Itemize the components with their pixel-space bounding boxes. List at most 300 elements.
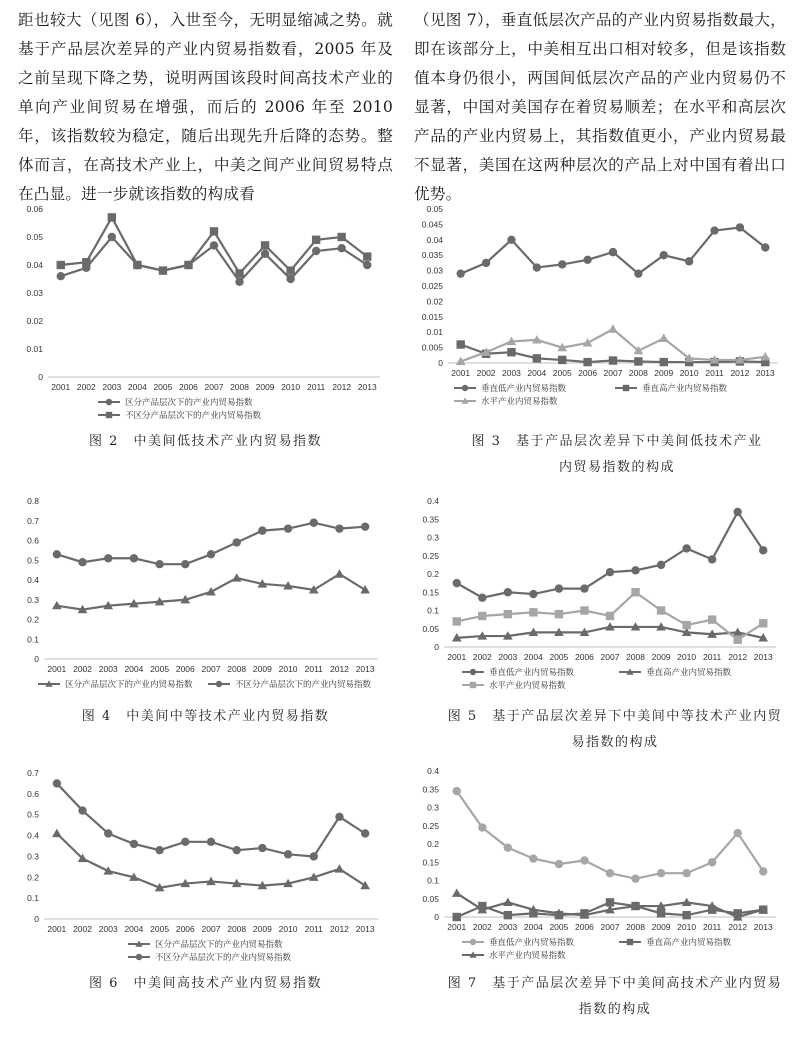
x-tick-label: 2011 [304, 924, 323, 934]
data-point [759, 546, 767, 554]
data-point [335, 524, 343, 532]
x-tick-label: 2010 [679, 368, 699, 378]
x-tick-label: 2002 [476, 368, 496, 378]
legend [462, 667, 732, 690]
data-point [52, 829, 62, 837]
y-tick-label: 0.06 [26, 204, 43, 214]
legend [454, 383, 728, 406]
data-point [609, 356, 617, 364]
x-tick-label: 2011 [705, 368, 724, 378]
x-tick-label: 2013 [753, 922, 773, 932]
x-tick-label: 2006 [179, 382, 198, 392]
data-point [363, 261, 371, 269]
x-tick-label: 2012 [728, 652, 748, 662]
figure-4-chart [18, 495, 388, 695]
y-tick-label: 0.1 [427, 875, 439, 886]
data-point [555, 860, 563, 868]
data-point [361, 829, 369, 837]
data-point [82, 258, 90, 266]
data-point [181, 560, 189, 568]
legend-label: 不区分产品层次下的产业内贸易指数 [155, 952, 292, 962]
data-point [207, 838, 215, 846]
x-tick-label: 2007 [204, 382, 224, 392]
x-tick-label: 2011 [703, 922, 722, 932]
data-point [736, 223, 744, 231]
x-tick-label: 2003 [498, 922, 518, 932]
left-column-paragraph: 距也较大（见图 6），入世至今，无明显缩减之势。就基于产品层次差异的产业内贸易指数看，2005 年及之前呈现下降之势，说明两国该段时间高技术产业的单向产业间贸易在增强，而后的 2006 年至 2010 年，该指数较为稳定，随后出现先升后降的态势。整体而言，在高技术产业上，中美之间产业间贸易特点在凸显。进一步就该指数的构成看 [18, 11, 393, 203]
data-point [507, 236, 515, 244]
x-tick-label: 2004 [124, 924, 144, 934]
y-tick-label: 0 [38, 372, 43, 382]
right-column-paragraph: （见图 7），垂直低层次产品的产业内贸易指数最大，即在该部分上，中美相互出口相对较多，但是该指数值本身仍很小，两国间低层次产品的产业内贸易仍不显著，中国对美国存在着贸易顺差；在水平和高层次产品的产业内贸易上，其指数值更小，产业内贸易最不显著，美国在这两种层次的产品上对中国有着出口优势。 [414, 11, 786, 203]
y-tick-label: 0.1 [27, 634, 39, 645]
data-point [555, 610, 563, 618]
x-tick-label: 2013 [357, 382, 377, 392]
legend-label: 水平产业内贸易指数 [489, 680, 566, 690]
data-point [533, 263, 541, 271]
data-point [631, 566, 639, 574]
figure-7-chart [414, 765, 786, 965]
x-tick-label: 2001 [47, 664, 67, 674]
figure-3-chart [414, 203, 786, 423]
y-tick-label: 0.35 [422, 514, 439, 525]
y-tick-label: 0.3 [27, 594, 39, 605]
legend-marker [216, 681, 222, 687]
y-tick-label: 0.4 [27, 830, 39, 841]
data-point [631, 588, 639, 596]
x-tick-label: 2013 [355, 664, 375, 674]
data-point [657, 909, 665, 917]
x-tick-label: 2007 [600, 922, 620, 932]
data-point [558, 260, 566, 268]
legend-marker [106, 412, 112, 418]
data-point [104, 554, 112, 562]
x-tick-label: 2006 [175, 924, 195, 934]
y-tick-label: 0.6 [27, 788, 39, 799]
legend-label: 区分产品层次下的产业内贸易指数 [65, 679, 193, 689]
y-tick-label: 0.02 [426, 296, 443, 307]
y-tick-label: 0.05 [422, 893, 439, 904]
x-tick-label: 2003 [498, 652, 518, 662]
data-point [258, 844, 266, 852]
y-tick-label: 0.05 [426, 204, 443, 214]
data-point [657, 606, 665, 614]
y-tick-label: 0.03 [26, 288, 43, 298]
series-1 [57, 233, 372, 286]
data-point [130, 840, 138, 848]
x-tick-label: 2007 [603, 368, 623, 378]
data-point [759, 867, 767, 875]
y-tick-label: 0.6 [27, 535, 39, 546]
x-tick-label: 2006 [175, 664, 195, 674]
y-tick-label: 0.005 [421, 342, 443, 353]
data-point [659, 334, 669, 342]
data-point [657, 869, 665, 877]
x-tick-label: 2005 [153, 382, 173, 392]
y-tick-label: 0.01 [26, 344, 43, 354]
data-point [210, 241, 218, 249]
data-point [284, 524, 292, 532]
y-tick-label: 0.3 [427, 802, 439, 813]
y-tick-label: 0.35 [422, 784, 439, 795]
data-point [759, 619, 767, 627]
x-tick-label: 2008 [227, 924, 247, 934]
y-tick-label: 0.4 [427, 496, 439, 506]
x-tick-label: 2003 [98, 924, 118, 934]
data-point [478, 594, 486, 602]
x-tick-label: 2013 [753, 652, 773, 662]
data-point [761, 243, 769, 251]
data-point [235, 278, 243, 286]
x-tick-label: 2012 [728, 922, 748, 932]
data-point [155, 846, 163, 854]
x-tick-label: 2004 [523, 652, 543, 662]
y-tick-label: 0.015 [421, 311, 443, 322]
x-tick-label: 2008 [227, 664, 247, 674]
x-tick-label: 2012 [730, 368, 750, 378]
x-tick-label: 2009 [252, 924, 272, 934]
series-line [457, 791, 763, 879]
x-tick-label: 2012 [330, 924, 349, 934]
legend-marker [470, 669, 476, 675]
data-point [507, 348, 515, 356]
x-tick-label: 2004 [127, 382, 147, 392]
y-tick-label: 0.7 [27, 768, 39, 778]
data-point [155, 560, 163, 568]
data-point [159, 266, 167, 274]
data-point [108, 233, 116, 241]
data-point [660, 358, 668, 366]
data-point [710, 226, 718, 234]
data-point [310, 519, 318, 527]
data-point [335, 813, 343, 821]
legend-label: 区分产品层次下的产业内贸易指数 [125, 397, 253, 407]
x-tick-label: 2013 [755, 368, 775, 378]
y-tick-label: 0.01 [426, 327, 443, 338]
legend-label: 垂直低产业内贸易指数 [489, 937, 575, 947]
y-tick-label: 0.2 [427, 569, 439, 579]
x-tick-label: 2001 [451, 368, 471, 378]
data-point [235, 269, 243, 277]
y-tick-label: 0.4 [427, 766, 439, 776]
data-point [580, 584, 588, 592]
data-point [733, 636, 741, 644]
data-point [478, 823, 486, 831]
x-tick-label: 2003 [502, 368, 521, 378]
y-tick-label: 0 [434, 912, 439, 922]
legend-label: 垂直高产业内贸易指数 [646, 667, 732, 677]
x-tick-label: 2009 [252, 664, 272, 674]
x-tick-label: 2001 [447, 922, 467, 932]
x-tick-label: 2009 [651, 922, 671, 932]
data-point [210, 227, 218, 235]
data-point [708, 615, 716, 623]
data-point [606, 869, 614, 877]
data-point [286, 266, 294, 274]
y-tick-label: 0.25 [422, 820, 439, 831]
y-tick-label: 0.3 [27, 851, 39, 862]
x-tick-label: 2001 [47, 924, 67, 934]
x-tick-label: 2005 [552, 368, 572, 378]
x-tick-label: 2002 [472, 922, 492, 932]
data-point [453, 913, 461, 921]
x-tick-label: 2011 [304, 664, 323, 674]
data-point [682, 869, 690, 877]
data-point [685, 257, 693, 265]
legend-marker [627, 939, 633, 945]
series-1 [52, 569, 370, 613]
fig4-svg [18, 495, 388, 695]
legend [38, 679, 372, 689]
data-point [456, 340, 464, 348]
data-point [606, 612, 614, 620]
x-tick-label: 2010 [677, 652, 697, 662]
data-point [452, 888, 462, 896]
x-tick-label: 2009 [255, 382, 275, 392]
legend-label: 垂直低产业内贸易指数 [481, 383, 567, 393]
data-point [52, 601, 62, 609]
x-tick-label: 2009 [651, 652, 671, 662]
data-point [261, 241, 269, 249]
x-tick-label: 2006 [578, 368, 598, 378]
data-point [529, 608, 537, 616]
data-point [456, 269, 464, 277]
legend-label: 垂直高产业内贸易指数 [642, 383, 728, 393]
x-tick-label: 2004 [523, 922, 543, 932]
data-point [682, 911, 690, 919]
data-point [232, 538, 240, 546]
x-tick-label: 2008 [626, 652, 645, 662]
x-tick-label: 2002 [76, 382, 96, 392]
data-point [232, 573, 242, 581]
data-point [708, 555, 716, 563]
y-tick-label: 0.5 [27, 809, 39, 820]
fig2-svg [18, 203, 388, 423]
data-point [361, 522, 369, 530]
x-tick-label: 2006 [575, 922, 594, 932]
y-tick-label: 0.4 [27, 575, 39, 585]
data-point [504, 911, 512, 919]
legend-label: 不区分产品层次下的产业内贸易指数 [235, 679, 372, 689]
y-tick-label: 0.5 [27, 555, 39, 566]
data-point [78, 558, 86, 566]
data-point [181, 838, 189, 846]
data-point [453, 787, 461, 795]
data-point [533, 354, 541, 362]
y-tick-label: 0.03 [426, 265, 443, 276]
y-tick-label: 0.02 [26, 316, 43, 326]
data-point [708, 858, 716, 866]
data-point [184, 261, 192, 269]
data-point [634, 357, 642, 365]
x-tick-label: 2008 [230, 382, 249, 392]
y-tick-label: 0.1 [427, 605, 439, 616]
x-tick-label: 2013 [355, 924, 375, 934]
y-tick-label: 0.035 [421, 250, 443, 261]
x-tick-label: 2004 [124, 664, 144, 674]
data-point [286, 275, 294, 283]
data-point [130, 554, 138, 562]
x-tick-label: 2011 [703, 652, 722, 662]
x-tick-label: 2002 [73, 924, 92, 934]
y-tick-label: 0.05 [422, 623, 439, 634]
y-tick-label: 0 [34, 914, 39, 924]
legend-label: 区分产品层次下的产业内贸易指数 [155, 939, 283, 949]
legend-label: 水平产业内贸易指数 [489, 950, 566, 960]
data-point [104, 829, 112, 837]
y-tick-label: 0.04 [426, 234, 443, 245]
data-point [232, 846, 240, 854]
data-point [580, 856, 588, 864]
y-tick-label: 0 [438, 358, 443, 368]
y-tick-label: 0.045 [421, 219, 443, 230]
figure-7-caption: 图 7 基于产品层次差异下中美间高技术产业内贸易指数的构成 [447, 976, 783, 1017]
x-tick-label: 2005 [549, 922, 569, 932]
data-point [337, 244, 345, 252]
x-tick-label: 2001 [51, 382, 71, 392]
data-point [337, 233, 345, 241]
x-tick-label: 2012 [332, 382, 352, 392]
data-point [453, 617, 461, 625]
data-point [555, 584, 563, 592]
data-point [360, 881, 370, 889]
data-point [634, 269, 642, 277]
y-tick-label: 0.25 [422, 550, 439, 561]
data-point [657, 561, 665, 569]
y-tick-label: 0.2 [27, 614, 39, 625]
data-point [53, 550, 61, 558]
y-tick-label: 0 [34, 654, 39, 664]
data-point [583, 256, 591, 264]
legend-label: 垂直高产业内贸易指数 [646, 937, 732, 947]
fig3-svg [414, 203, 786, 423]
legend [128, 939, 292, 962]
data-point [580, 606, 588, 614]
legend [98, 397, 262, 420]
data-point [682, 621, 690, 629]
data-point [207, 550, 215, 558]
y-tick-label: 0.04 [26, 260, 43, 270]
data-point [360, 585, 370, 593]
x-tick-label: 2008 [628, 368, 648, 378]
x-tick-label: 2010 [278, 664, 298, 674]
figure-5-chart [414, 495, 786, 695]
figure-3-caption: 图 3 基于产品层次差异下中美间低技术产业内贸易指数的构成 [471, 434, 763, 475]
series-2 [53, 779, 370, 860]
x-tick-label: 2008 [626, 922, 645, 932]
y-tick-label: 0.025 [421, 281, 443, 291]
y-tick-label: 0.05 [26, 232, 43, 242]
data-point [529, 590, 537, 598]
data-point [733, 829, 741, 837]
x-tick-label: 2011 [307, 382, 326, 392]
data-point [583, 358, 591, 366]
series-1 [453, 508, 768, 602]
figure-2-caption: 图 2 中美间低技术产业内贸易指数 [89, 434, 322, 449]
legend-label: 垂直低产业内贸易指数 [489, 667, 575, 677]
x-tick-label: 2003 [102, 382, 122, 392]
data-point [631, 874, 639, 882]
data-point [453, 579, 461, 587]
figure-5-caption: 图 5 基于产品层次差异下中美间中等技术产业内贸易指数的构成 [447, 709, 783, 750]
y-tick-label: 0.7 [27, 515, 39, 526]
data-point [733, 508, 741, 516]
data-point [504, 610, 512, 618]
data-point [504, 843, 512, 851]
x-tick-label: 2009 [654, 368, 674, 378]
figure-4-caption: 图 4 中美间中等技术产业内贸易指数 [81, 709, 330, 724]
x-tick-label: 2005 [150, 924, 170, 934]
x-tick-label: 2010 [281, 382, 301, 392]
x-tick-label: 2001 [447, 652, 467, 662]
data-point [133, 261, 141, 269]
x-tick-label: 2004 [527, 368, 547, 378]
x-tick-label: 2007 [201, 924, 221, 934]
legend-marker [106, 399, 112, 405]
data-point [261, 250, 269, 258]
data-point [478, 612, 486, 620]
legend [462, 937, 732, 960]
legend-label: 水平产业内贸易指数 [481, 396, 558, 406]
data-point [503, 898, 513, 906]
data-point [606, 568, 614, 576]
data-point [660, 251, 668, 259]
x-tick-label: 2002 [73, 664, 92, 674]
x-tick-label: 2005 [549, 652, 569, 662]
data-point [53, 779, 61, 787]
data-point [108, 213, 116, 221]
x-tick-label: 2005 [150, 664, 170, 674]
legend-marker [623, 385, 629, 391]
data-point [57, 272, 65, 280]
x-tick-label: 2007 [201, 664, 221, 674]
x-tick-label: 2007 [600, 652, 620, 662]
y-tick-label: 0.3 [427, 532, 439, 543]
data-point [312, 236, 320, 244]
legend-marker [462, 385, 468, 391]
data-point [529, 854, 537, 862]
legend-label: 不区分产品层次下的产业内贸易指数 [125, 410, 262, 420]
series-line [457, 512, 763, 598]
series-1 [453, 787, 768, 883]
legend-marker [470, 939, 476, 945]
y-tick-label: 0.1 [27, 893, 39, 904]
x-tick-label: 2010 [677, 922, 697, 932]
data-point [363, 252, 371, 260]
legend-marker [470, 682, 476, 688]
fig5-svg [414, 495, 786, 695]
y-tick-label: 0.2 [427, 839, 439, 849]
figure-6-chart [18, 765, 388, 965]
data-point [682, 544, 690, 552]
x-tick-label: 2012 [330, 664, 349, 674]
data-point [335, 864, 345, 872]
data-point [310, 852, 318, 860]
data-point [258, 526, 266, 534]
y-tick-label: 0.8 [27, 496, 39, 506]
x-tick-label: 2003 [98, 664, 118, 674]
data-point [284, 850, 292, 858]
y-tick-label: 0.15 [422, 857, 439, 868]
data-point [312, 247, 320, 255]
series-2 [53, 519, 370, 569]
y-tick-label: 0 [434, 642, 439, 652]
x-tick-label: 2006 [575, 652, 594, 662]
fig7-svg [414, 765, 786, 965]
data-point [504, 588, 512, 596]
data-point [608, 324, 618, 332]
data-point [78, 806, 86, 814]
